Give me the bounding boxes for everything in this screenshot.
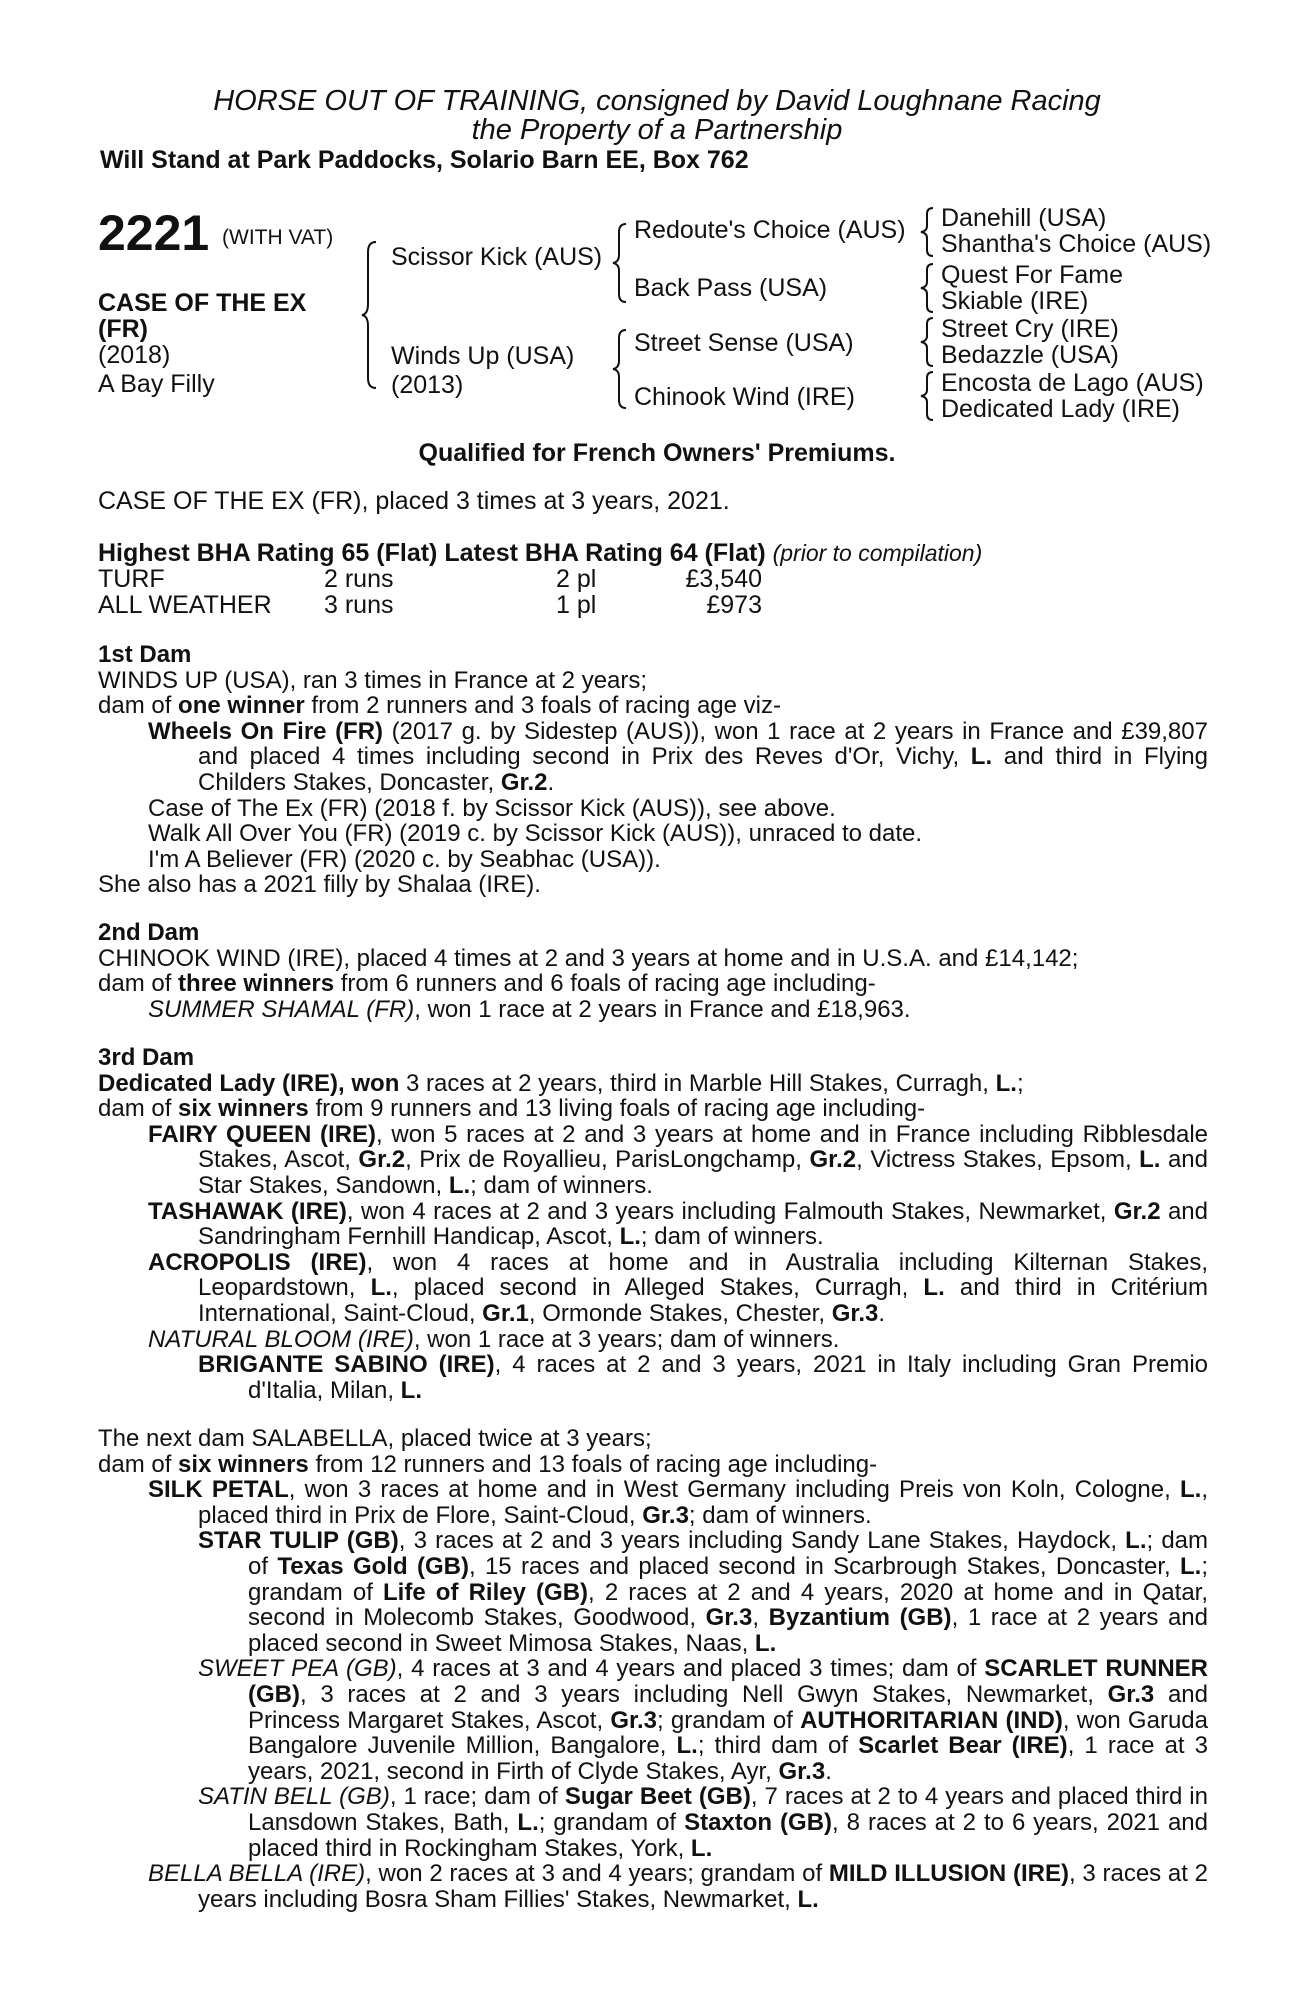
record-turf-prize: £3,540 (685, 565, 762, 593)
second-dam-heading: 2nd Dam (98, 919, 200, 946)
pedigree-g1: Danehill (USA) (941, 204, 1107, 232)
horse-name: CASE OF THE EX (98, 289, 307, 317)
header-consignor: HORSE OUT OF TRAINING, consigned by David Loughnane Racing (213, 85, 1101, 117)
header-property: the Property of a Partnership (471, 114, 843, 146)
pedigree-sire-sire: Redoute's Choice (AUS) (634, 216, 906, 244)
section-first-dam (98, 642, 1208, 898)
pedigree-g2: Shantha's Choice (AUS) (941, 230, 1212, 258)
french-premiums-note: Qualified for French Owners' Premiums. (418, 439, 896, 467)
record-aw-placed: 1 pl (556, 591, 597, 619)
first-dam-note: She also has a 2021 filly by Shalaa (IRE). (98, 871, 541, 899)
progeny-tashawak: TASHAWAK (IRE), won 4 races at 2 and 3 years including Falmouth Stakes, Newmarket, Gr.2 and Sandringham Fernhill Handicap, Ascot, L.; dam of winners. (148, 1197, 1208, 1251)
bha-rating-note: (prior to compilation) (772, 540, 983, 566)
progeny-natural-bloom: NATURAL BLOOM (IRE), won 1 race at 3 years; dam of winners. (148, 1325, 840, 1353)
progeny-satin-bell: SATIN BELL (GB), 1 race; dam of Sugar Beet (GB), 7 races at 2 to 4 years and placed third in Lansdown Stakes, Bath, L.; grandam of Staxton (GB), 8 races at 2 to 6 years, 2021 and placed third in Rockingham Stakes, York, L. (198, 1783, 1209, 1862)
record-aw-prize: £973 (706, 591, 762, 619)
section-third-dam (98, 1045, 1208, 1403)
pedigree-brace-main (360, 240, 380, 390)
progeny-sweet-pea: SWEET PEA (GB), 4 races at 3 and 4 years and placed 3 times; dam of SCARLET RUNNER (GB), 3 races at 2 and 3 years including Nell Gwyn Stakes, Newmarket, Gr.3 and Princess Margaret Stakes, Ascot, Gr.3; grandam of AUTHORITARIAN (IND), won Garuda Bangalore Juvenile Million, Bangalore, L.; third dam of Scarlet Bear (IRE), 1 race at 3 years, 2021, second in Firth of Clyde Stakes, Ayr, Gr.3. (198, 1655, 1209, 1785)
pedigree-g3: Quest For Fame (941, 261, 1123, 289)
pedigree-g7: Encosta de Lago (AUS) (941, 369, 1204, 397)
progeny-silk-petal: SILK PETAL, won 3 races at home and in West Germany including Preis von Koln, Cologne, L., placed third in Prix de Flore, Saint-Cloud, Gr.3; dam of winners. (148, 1476, 1208, 1529)
progeny-im-a-believer: I'm A Believer (FR) (2020 c. by Seabhac (USA)). (148, 845, 661, 873)
third-dam-line: Dedicated Lady (IRE), won 3 races at 2 years, third in Marble Hill Stakes, Curragh, L.; (98, 1069, 1024, 1097)
pedigree-brace-g56 (918, 316, 936, 368)
first-dam-produce-line: dam of one winner from 2 runners and 3 foals of racing age viz- (98, 692, 781, 720)
next-dam-produce-line: dam of six winners from 12 runners and 13 foals of racing age including- (98, 1450, 878, 1478)
lot-number: 2221 (98, 205, 210, 261)
record-aw-runs: 3 runs (324, 591, 394, 619)
record-turf-runs: 2 runs (324, 565, 394, 593)
progeny-summer-shamal: SUMMER SHAMAL (FR), won 1 race at 2 years in France and £18,963. (148, 995, 911, 1023)
race-summary: CASE OF THE EX (FR), placed 3 times at 3 years, 2021. (98, 487, 730, 515)
pedigree-brace-dam (610, 328, 630, 410)
progeny-fairy-queen: FAIRY QUEEN (IRE), won 5 races at 2 and 3 years at home and in France including Ribblesdale Stakes, Ascot, Gr.2, Prix de Royallieu, ParisLongchamp, Gr.2, Victress Stakes, Epsom, L. and Star Stakes, Sandown, L.; dam of winners. (148, 1120, 1208, 1199)
progeny-star-tulip: STAR TULIP (GB), 3 races at 2 and 3 years including Sandy Lane Stakes, Haydock, L.; dam of Texas Gold (GB), 15 races and placed second in Scarbrough Stakes, Doncaster, L.; grandam of Life of Riley (GB), 2 races at 2 and 4 years, 2020 at home and in Qatar, second in Molecomb Stakes, Goodwood, Gr.3, Byzantium (GB), 1 race at 2 years and placed second in Sweet Mimosa Stakes, Naas, L. (198, 1527, 1209, 1657)
pedigree-dam-sire: Street Sense (USA) (634, 329, 854, 357)
pedigree-sire-dam: Back Pass (USA) (634, 274, 828, 302)
record-turf-surface: TURF (98, 565, 165, 593)
progeny-case-of-the-ex: Case of The Ex (FR) (2018 f. by Scissor Kick (AUS)), see above. (148, 794, 836, 822)
first-dam-heading: 1st Dam (98, 641, 192, 668)
progeny-wheels-on-fire: Wheels On Fire (FR) (2017 g. by Sidestep (AUS)), won 1 race at 2 years in France and £39,807 and placed 4 times including second in Prix des Reves d'Or, Vichy, L. and third in Flying Childers Stakes, Doncaster, Gr.2. (148, 717, 1208, 796)
third-dam-heading: 3rd Dam (98, 1044, 195, 1071)
header-location: Will Stand at Park Paddocks, Solario Barn EE, Box 762 (100, 146, 749, 174)
bha-rating-text: Highest BHA Rating 65 (Flat) Latest BHA Rating 64 (Flat) (98, 539, 766, 567)
second-dam-produce-line: dam of three winners from 6 runners and 6 foals of racing age including- (98, 970, 876, 998)
second-dam-line: CHINOOK WIND (IRE), placed 4 times at 2 and 3 years at home and in U.S.A. and £14,142; (98, 944, 1079, 972)
horse-description: A Bay Filly (98, 370, 215, 398)
record-aw-surface: ALL WEATHER (98, 591, 272, 619)
record-turf-placed: 2 pl (556, 565, 597, 593)
lot-vat: (WITH VAT) (222, 226, 334, 249)
progeny-brigante-sabino: BRIGANTE SABINO (IRE), 4 races at 2 and 3 years, 2021 in Italy including Gran Premio d'Italia, Milan, L. (198, 1351, 1208, 1404)
first-dam-line: WINDS UP (USA), ran 3 times in France at 2 years; (98, 666, 648, 694)
pedigree-dam-year: (2013) (391, 371, 464, 399)
pedigree-g4: Skiable (IRE) (941, 287, 1089, 315)
progeny-bella-bella: BELLA BELLA (IRE), won 2 races at 3 and 4 years; grandam of MILD ILLUSION (IRE), 3 races at 2 years including Bosra Sham Fillies' Stakes, Newmarket, L. (148, 1860, 1209, 1913)
horse-year: (2018) (98, 341, 171, 369)
pedigree-sire: Scissor Kick (AUS) (391, 243, 603, 271)
pedigree-dam: Winds Up (USA) (391, 342, 575, 370)
pedigree-brace-g12 (918, 206, 936, 258)
horse-name-country: (FR) (98, 315, 148, 343)
section-next-dam (98, 1426, 1208, 1912)
pedigree-dam-dam: Chinook Wind (IRE) (634, 383, 855, 411)
pedigree-g8: Dedicated Lady (IRE) (941, 395, 1181, 423)
third-dam-produce-line: dam of six winners from 9 runners and 13 living foals of racing age including- (98, 1095, 926, 1123)
next-dam-line: The next dam SALABELLA, placed twice at 3 years; (98, 1425, 652, 1452)
section-second-dam (98, 920, 1208, 1022)
pedigree-g5: Street Cry (IRE) (941, 315, 1119, 343)
pedigree-brace-g78 (918, 370, 936, 422)
pedigree-brace-sire (610, 222, 630, 304)
bha-rating (98, 540, 982, 566)
progeny-acropolis: ACROPOLIS (IRE), won 4 races at home and in Australia including Kilternan Stakes, Leopardstown, L., placed second in Alleged Stakes, Curragh, L. and third in Critérium International, Saint-Cloud, Gr.1, Ormonde Stakes, Chester, Gr.3. (148, 1248, 1209, 1327)
progeny-walk-all-over-you: Walk All Over You (FR) (2019 c. by Scissor Kick (AUS)), unraced to date. (148, 820, 923, 848)
pedigree-g6: Bedazzle (USA) (941, 341, 1119, 369)
pedigree-brace-g34 (918, 262, 936, 314)
